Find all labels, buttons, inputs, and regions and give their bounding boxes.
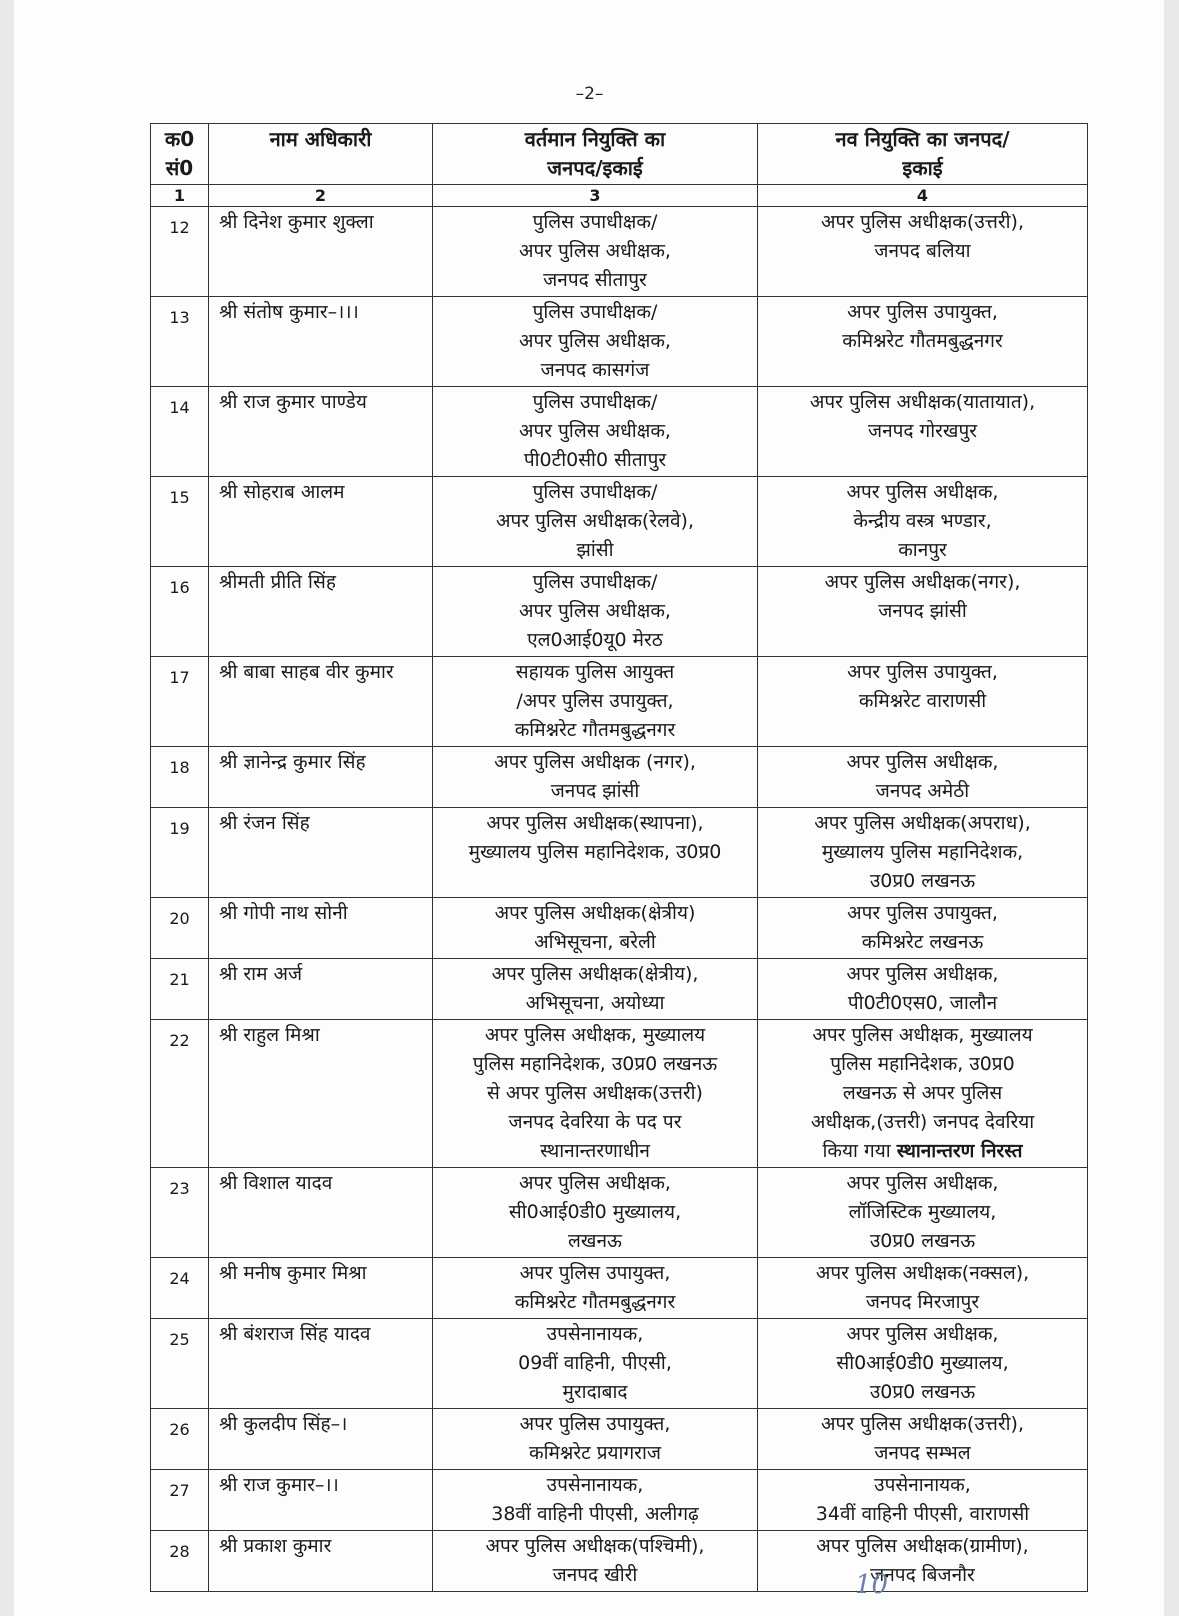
officer-name-cell	[209, 898, 433, 959]
officer-name-text: श्री दिनेश कुमार शुक्ला	[219, 211, 374, 233]
current-posting-text: अपर पुलिस अधीक्षक(स्थापना), मुख्यालय पुलिस महानिदेशक, उ0प्र0	[468, 812, 722, 863]
serial-number-text: 13	[169, 308, 190, 327]
serial-number-cell	[151, 1168, 209, 1258]
current-posting-cell	[433, 657, 758, 747]
officer-name-text: श्री राहुल मिश्रा	[219, 1024, 320, 1046]
new-posting-text: अपर पुलिस उपायुक्त, कमिश्नरेट वाराणसी	[847, 661, 998, 712]
current-posting-text: अपर पुलिस अधीक्षक (नगर), जनपद झांसी	[494, 751, 696, 802]
table-row	[151, 1168, 1088, 1258]
column-number: 3	[433, 185, 758, 207]
new-posting-cell	[758, 387, 1088, 477]
new-posting-cell	[758, 1020, 1088, 1168]
table-row	[151, 1020, 1088, 1168]
serial-number-text: 19	[169, 819, 190, 838]
officer-name-cell	[209, 1409, 433, 1470]
new-posting-cell	[758, 1409, 1088, 1470]
current-posting-cell	[433, 1531, 758, 1592]
serial-number-cell	[151, 297, 209, 387]
serial-number-cell	[151, 747, 209, 808]
current-posting-cell	[433, 1409, 758, 1470]
serial-number-cell	[151, 657, 209, 747]
serial-number-text: 22	[169, 1031, 190, 1050]
serial-number-text: 17	[169, 668, 190, 687]
new-posting-cell	[758, 1319, 1088, 1409]
serial-number-text: 20	[169, 909, 190, 928]
officer-name-cell	[209, 297, 433, 387]
table-row	[151, 207, 1088, 297]
officer-name-text: श्रीमती प्रीति सिंह	[219, 571, 336, 593]
serial-number-cell	[151, 1531, 209, 1592]
new-posting-cell	[758, 898, 1088, 959]
current-posting-cell	[433, 567, 758, 657]
current-posting-text: अपर पुलिस अधीक्षक(क्षेत्रीय) अभिसूचना, बरेली	[494, 902, 696, 953]
serial-number-text: 12	[169, 218, 190, 237]
table-row	[151, 1319, 1088, 1409]
officer-name-text: श्री गोपी नाथ सोनी	[219, 902, 348, 924]
table-row	[151, 959, 1088, 1020]
table-row	[151, 1470, 1088, 1531]
officer-name-cell	[209, 387, 433, 477]
serial-number-text: 21	[169, 970, 190, 989]
table-row	[151, 747, 1088, 808]
new-posting-text: अपर पुलिस अधीक्षक(उत्तरी), जनपद बलिया	[820, 211, 1025, 262]
new-posting-text: अपर पुलिस अधीक्षक, सी0आई0डी0 मुख्यालय, उ0प्र0 लखनऊ	[836, 1323, 1009, 1403]
current-posting-text: उपसेनानायक, 38वीं वाहिनी पीएसी, अलीगढ़	[491, 1474, 699, 1525]
new-posting-text: अपर पुलिस अधीक्षक(अपराध), मुख्यालय पुलिस महानिदेशक, उ0प्र0 लखनऊ	[814, 812, 1031, 892]
new-posting-cell	[758, 477, 1088, 567]
serial-number-cell	[151, 1470, 209, 1531]
serial-number-text: 14	[169, 398, 190, 417]
current-posting-cell	[433, 1258, 758, 1319]
current-posting-text: सहायक पुलिस आयुक्त /अपर पुलिस उपायुक्त, कमिश्नरेट गौतमबुद्धनगर	[514, 661, 676, 741]
header-serial: क0 सं0	[151, 124, 209, 185]
new-posting-cell	[758, 1531, 1088, 1592]
officer-name-text: श्री कुलदीप सिंह–।	[219, 1413, 348, 1435]
officer-name-text: श्री सोहराब आलम	[219, 481, 345, 503]
serial-number-cell	[151, 1409, 209, 1470]
officer-name-text: श्री राज कुमार–।।	[219, 1474, 339, 1496]
current-posting-cell	[433, 898, 758, 959]
table-row	[151, 898, 1088, 959]
table-row	[151, 477, 1088, 567]
current-posting-cell	[433, 1168, 758, 1258]
new-posting-cell	[758, 1470, 1088, 1531]
officer-name-cell	[209, 808, 433, 898]
officer-name-text: श्री राज कुमार पाण्डेय	[219, 391, 367, 413]
new-posting-text: अपर पुलिस उपायुक्त, कमिश्नरेट गौतमबुद्धनगर	[842, 301, 1003, 352]
serial-number-cell	[151, 477, 209, 567]
new-posting-text: अपर पुलिस अधीक्षक, लॉजिस्टिक मुख्यालय, उ0प्र0 लखनऊ	[846, 1172, 999, 1252]
officer-name-text: श्री विशाल यादव	[219, 1172, 333, 1194]
current-posting-text: अपर पुलिस अधीक्षक(क्षेत्रीय), अभिसूचना, अयोध्या	[491, 963, 699, 1014]
serial-number-cell	[151, 1319, 209, 1409]
current-posting-text: पुलिस उपाधीक्षक/ अपर पुलिस अधीक्षक, पी0टी0सी0 सीतापुर	[519, 391, 671, 471]
serial-number-cell	[151, 959, 209, 1020]
table-row	[151, 808, 1088, 898]
current-posting-text: अपर पुलिस उपायुक्त, कमिश्नरेट गौतमबुद्धनगर	[514, 1262, 676, 1313]
new-posting-text: अपर पुलिस अधीक्षक(नगर), जनपद झांसी	[824, 571, 1021, 622]
serial-number-text: 15	[169, 488, 190, 507]
serial-number-text: 28	[169, 1542, 190, 1561]
new-posting-cell	[758, 1258, 1088, 1319]
serial-number-cell	[151, 898, 209, 959]
current-posting-text: पुलिस उपाधीक्षक/ अपर पुलिस अधीक्षक, जनपद सीतापुर	[519, 211, 671, 291]
officer-name-cell	[209, 477, 433, 567]
table-row	[151, 657, 1088, 747]
current-posting-text: पुलिस उपाधीक्षक/ अपर पुलिस अधीक्षक, जनपद कासगंज	[519, 301, 671, 381]
table-row	[151, 1258, 1088, 1319]
table-row	[151, 297, 1088, 387]
column-number: 2	[209, 185, 433, 207]
current-posting-cell	[433, 1319, 758, 1409]
header-new-posting: नव नियुक्ति का जनपद/ इकाई	[758, 124, 1088, 185]
table-row	[151, 567, 1088, 657]
officer-name-text: श्री राम अर्ज	[219, 963, 303, 985]
serial-number-cell	[151, 808, 209, 898]
table-body	[151, 207, 1088, 1592]
officer-name-cell	[209, 959, 433, 1020]
serial-number-text: 18	[169, 758, 190, 777]
page-number: –2–	[575, 84, 604, 104]
new-posting-text: अपर पुलिस अधीक्षक(उत्तरी), जनपद सम्भल	[820, 1413, 1025, 1464]
officer-name-cell	[209, 657, 433, 747]
table-row	[151, 1531, 1088, 1592]
new-posting-text: उपसेनानायक, 34वीं वाहिनी पीएसी, वाराणसी	[815, 1474, 1030, 1525]
current-posting-cell	[433, 1470, 758, 1531]
officer-name-cell	[209, 207, 433, 297]
serial-number-text: 16	[169, 578, 190, 597]
current-posting-cell	[433, 207, 758, 297]
current-posting-text: उपसेनानायक, 09वीं वाहिनी, पीएसी, मुरादाबाद	[518, 1323, 672, 1403]
new-posting-text: अपर पुलिस अधीक्षक, पी0टी0एस0, जालौन	[846, 963, 999, 1014]
new-posting-text: अपर पुलिस अधीक्षक(यातायात), जनपद गोरखपुर	[809, 391, 1036, 442]
officer-name-text: श्री बंशराज सिंह यादव	[219, 1323, 371, 1345]
new-posting-text: अपर पुलिस अधीक्षक, केन्द्रीय वस्त्र भण्डार, कानपुर	[846, 481, 999, 561]
current-posting-cell	[433, 477, 758, 567]
current-posting-text: अपर पुलिस अधीक्षक, मुख्यालय पुलिस महानिदेशक, उ0प्र0 लखनऊ से अपर पुलिस अधीक्षक(उत्तरी) जनपद देवरिया के पद पर स्थानान्तरणाधीन	[472, 1024, 718, 1162]
officer-name-text: श्री रंजन सिंह	[219, 812, 310, 834]
transfer-table	[150, 123, 1088, 1592]
new-posting-cell	[758, 1168, 1088, 1258]
officer-name-cell	[209, 1168, 433, 1258]
table-row	[151, 1409, 1088, 1470]
new-posting-cell	[758, 207, 1088, 297]
current-posting-text: अपर पुलिस अधीक्षक, सी0आई0डी0 मुख्यालय, लखनऊ	[508, 1172, 682, 1252]
new-posting-cell	[758, 297, 1088, 387]
serial-number-cell	[151, 567, 209, 657]
new-posting-cell	[758, 808, 1088, 898]
current-posting-cell	[433, 747, 758, 808]
header-row	[151, 124, 1088, 185]
serial-number-text: 23	[169, 1179, 190, 1198]
officer-name-cell	[209, 1319, 433, 1409]
header-current-posting: वर्तमान नियुक्ति का जनपद/इकाई	[433, 124, 758, 185]
officer-name-text: श्री मनीष कुमार मिश्रा	[219, 1262, 367, 1284]
new-posting-text: अपर पुलिस अधीक्षक, जनपद अमेठी	[846, 751, 999, 802]
officer-name-cell	[209, 567, 433, 657]
officer-name-cell	[209, 747, 433, 808]
new-posting-cell	[758, 959, 1088, 1020]
current-posting-text: पुलिस उपाधीक्षक/ अपर पुलिस अधीक्षक, एल0आई0यू0 मेरठ	[519, 571, 671, 651]
header-name: नाम अधिकारी	[209, 124, 433, 185]
officer-name-text: श्री बाबा साहब वीर कुमार	[219, 661, 394, 683]
officer-name-cell	[209, 1531, 433, 1592]
serial-number-text: 27	[169, 1481, 190, 1500]
new-posting-cell	[758, 567, 1088, 657]
cancellation-note: स्थानान्तरण निरस्त	[896, 1140, 1023, 1162]
officer-name-text: श्री ज्ञानेन्द्र कुमार सिंह	[219, 751, 366, 773]
column-number: 4	[758, 185, 1088, 207]
current-posting-cell	[433, 959, 758, 1020]
new-posting-text: अपर पुलिस उपायुक्त, कमिश्नरेट लखनऊ	[847, 902, 998, 953]
officer-name-text: श्री प्रकाश कुमार	[219, 1535, 332, 1557]
column-number: 1	[151, 185, 209, 207]
new-posting-cell	[758, 747, 1088, 808]
officer-name-cell	[209, 1470, 433, 1531]
column-number-row	[151, 185, 1088, 207]
table-row	[151, 387, 1088, 477]
officer-name-text: श्री संतोष कुमार–।।।	[219, 301, 359, 323]
officer-name-cell	[209, 1020, 433, 1168]
current-posting-cell	[433, 808, 758, 898]
handwritten-note: 10	[855, 1570, 889, 1600]
serial-number-cell	[151, 1258, 209, 1319]
officer-name-cell	[209, 1258, 433, 1319]
current-posting-cell	[433, 297, 758, 387]
serial-number-cell	[151, 207, 209, 297]
serial-number-text: 26	[169, 1420, 190, 1439]
serial-number-text: 24	[169, 1269, 190, 1288]
new-posting-cell	[758, 657, 1088, 747]
serial-number-cell	[151, 387, 209, 477]
current-posting-text: अपर पुलिस अधीक्षक(पश्चिमी), जनपद खीरी	[485, 1535, 705, 1586]
current-posting-text: अपर पुलिस उपायुक्त, कमिश्नरेट प्रयागराज	[519, 1413, 671, 1464]
new-posting-text: अपर पुलिस अधीक्षक(नक्सल), जनपद मिरजापुर	[815, 1262, 1030, 1313]
new-posting-text: अपर पुलिस अधीक्षक(ग्रामीण), जनपद बिजनौर	[816, 1535, 1029, 1586]
current-posting-cell	[433, 387, 758, 477]
current-posting-text: पुलिस उपाधीक्षक/ अपर पुलिस अधीक्षक(रेलवे), झांसी	[495, 481, 695, 561]
new-posting-text: अपर पुलिस अधीक्षक, मुख्यालय पुलिस महानिदेशक, उ0प्र0 लखनऊ से अपर पुलिस अधीक्षक,(उत्तरी) जनपद देवरिया किया गया	[810, 1024, 1035, 1162]
serial-number-cell	[151, 1020, 209, 1168]
current-posting-cell	[433, 1020, 758, 1168]
serial-number-text: 25	[169, 1330, 190, 1349]
